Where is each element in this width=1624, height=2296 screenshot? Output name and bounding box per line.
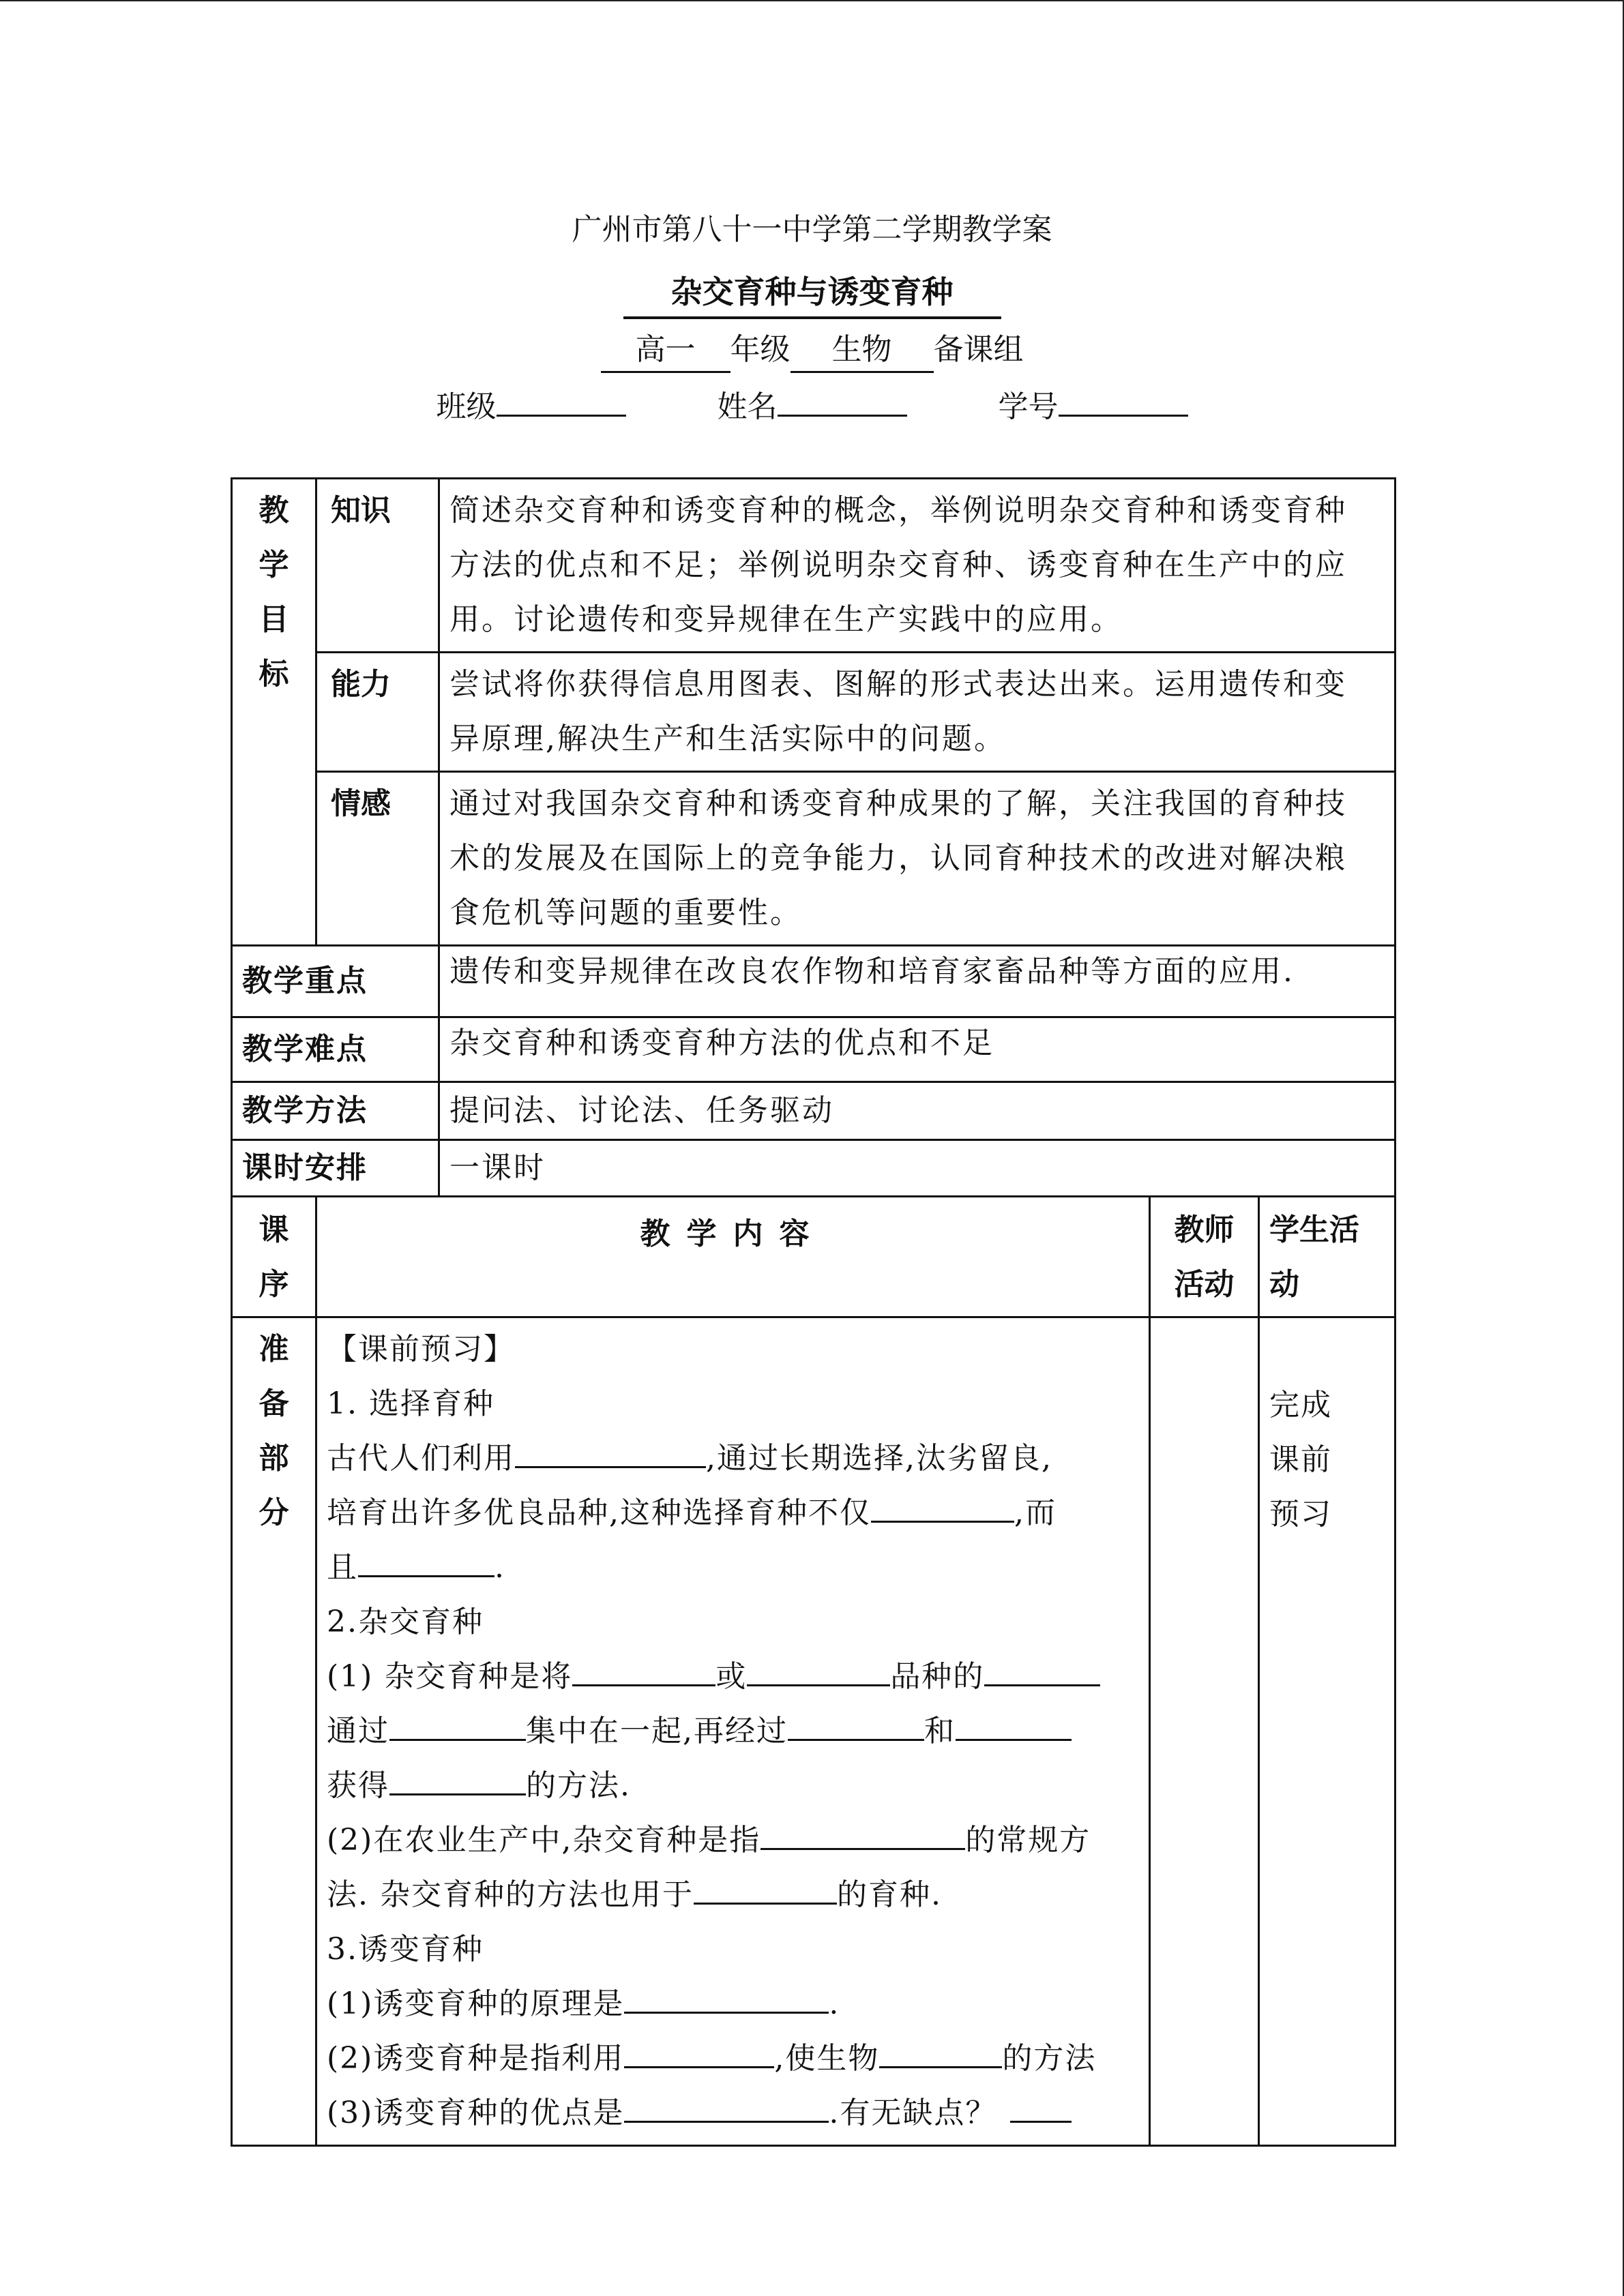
fill-blank[interactable] [788, 1709, 924, 1741]
section-1-line-2: 培育出许多优良品种,这种选择育种不仅 ,而 [327, 1486, 1139, 1540]
teacher-activity-cell [1150, 1317, 1259, 2146]
grade-line [0, 325, 1624, 373]
fill-blank[interactable] [624, 2091, 829, 2123]
group-word: 备课组 [933, 332, 1024, 367]
lesson-topic [0, 267, 1624, 319]
section-2-line-5: 法. 杂交育种的方法也用于 的育种. [327, 1868, 1139, 1922]
schedule-text: 一课时 [439, 1140, 1396, 1197]
prep-heading: 【课前预习】 [327, 1332, 515, 1367]
section-2-line-2: 通过 集中在一起,再经过 和 [327, 1704, 1139, 1759]
ability-label: 能力 [316, 653, 439, 772]
column-header-row [232, 1197, 1396, 1317]
section-2-title: 2.杂交育种 [327, 1605, 484, 1639]
grade-word: 年级 [730, 332, 791, 367]
fill-blank[interactable] [515, 1436, 706, 1468]
class-field[interactable]: 班级 [437, 382, 626, 426]
objective-emotion-row [232, 772, 1396, 946]
knowledge-label: 知识 [316, 479, 439, 653]
fill-blank[interactable] [358, 1545, 494, 1577]
objective-knowledge-row [232, 479, 1396, 653]
fill-blank[interactable] [956, 1709, 1072, 1741]
difficulty-text: 杂交育种和诱变育种方法的优点和不足 [439, 1017, 1396, 1082]
section-3-line-2: (2)诱变育种是指利用 ,使生物 的方法 [327, 2031, 1139, 2086]
prep-row [232, 1317, 1396, 2146]
key-point-text: 遗传和变异规律在改良农作物和培育家畜品种等方面的应用. [439, 946, 1396, 1017]
difficulty-label: 教学难点 [232, 1017, 439, 1082]
section-2-line-4: (2)在农业生产中,杂交育种是指 的常规方 [327, 1813, 1139, 1868]
schedule-label: 课时安排 [232, 1140, 439, 1197]
objectives-label: 教 学 目 标 [232, 479, 316, 946]
method-label: 教学方法 [232, 1082, 439, 1140]
fill-blank[interactable] [389, 1709, 526, 1741]
fill-blank[interactable] [389, 1763, 526, 1795]
fill-blank[interactable] [871, 1491, 1014, 1523]
student-activity-cell: 完成 课前 预习 [1259, 1317, 1396, 2146]
section-3-title: 3.诱变育种 [327, 1932, 484, 1967]
fill-blank[interactable] [747, 1654, 890, 1686]
key-point-label: 教学重点 [232, 946, 439, 1017]
name-field[interactable]: 姓名 [718, 382, 907, 426]
fill-blank[interactable] [984, 1654, 1100, 1686]
emotion-text: 通过对我国杂交育种和诱变育种成果的了解，关注我国的育种技 术的发展及在国际上的竞争能力，认同育种技术的改进对解决粮 食危机等问题的重要性。 [439, 772, 1396, 946]
prep-content [316, 1317, 1150, 2146]
fill-blank[interactable] [624, 1982, 829, 2014]
student-id-line [0, 382, 1624, 426]
section-3-line-3: (3)诱变育种的优点是 .有无缺点？ [327, 2086, 1139, 2141]
key-point-row [232, 946, 1396, 1017]
fill-blank[interactable] [572, 1654, 715, 1686]
section-3-line-1: (1)诱变育种的原理是 . [327, 1977, 1139, 2031]
student-activity-header: 学生活 动 [1259, 1197, 1396, 1317]
schedule-row [232, 1140, 1396, 1197]
prep-label: 准 备 部 分 [232, 1317, 316, 2146]
fill-blank[interactable] [1010, 2091, 1072, 2123]
content-header: 教学内容 [316, 1197, 1150, 1317]
knowledge-text: 简述杂交育种和诱变育种的概念，举例说明杂交育种和诱变育种 方法的优点和不足；举例说明杂交育种、诱变育种在生产中的应 用。讨论遗传和变异规律在生产实践中的应用。 [439, 479, 1396, 653]
method-text: 提问法、讨论法、任务驱动 [439, 1082, 1396, 1140]
school-title: 广州市第八十一中学第二学期教学案 [572, 212, 1052, 247]
sequence-header: 课 序 [232, 1197, 316, 1317]
section-1-line-1: 古代人们利用 ,通过长期选择,汰劣留良, [327, 1431, 1139, 1486]
lesson-plan-table [231, 477, 1396, 2147]
section-2-line-3: 获得 的方法. [327, 1759, 1139, 1813]
method-row [232, 1082, 1396, 1140]
section-1-line-3: 且 . [327, 1540, 1139, 1595]
teacher-activity-header: 教师 活动 [1150, 1197, 1259, 1317]
lesson-topic-text: 杂交育种与诱变育种 [623, 267, 1001, 319]
section-1-title: 1. 选择育种 [327, 1386, 494, 1421]
number-field[interactable]: 学号 [999, 382, 1188, 426]
subject-value: 生物 [791, 325, 934, 373]
fill-blank[interactable] [879, 2036, 1002, 2068]
emotion-label: 情感 [316, 772, 439, 946]
difficulty-row [232, 1017, 1396, 1082]
objective-ability-row [232, 653, 1396, 772]
ability-text: 尝试将你获得信息用图表、图解的形式表达出来。运用遗传和变 异原理,解决生产和生活实际中的问题。 [439, 653, 1396, 772]
grade-value: 高一 [601, 325, 730, 373]
section-2-line-1: (1) 杂交育种是将 或 品种的 [327, 1650, 1139, 1704]
fill-blank[interactable] [624, 2036, 774, 2068]
fill-blank[interactable] [694, 1873, 837, 1905]
fill-blank[interactable] [761, 1818, 965, 1850]
